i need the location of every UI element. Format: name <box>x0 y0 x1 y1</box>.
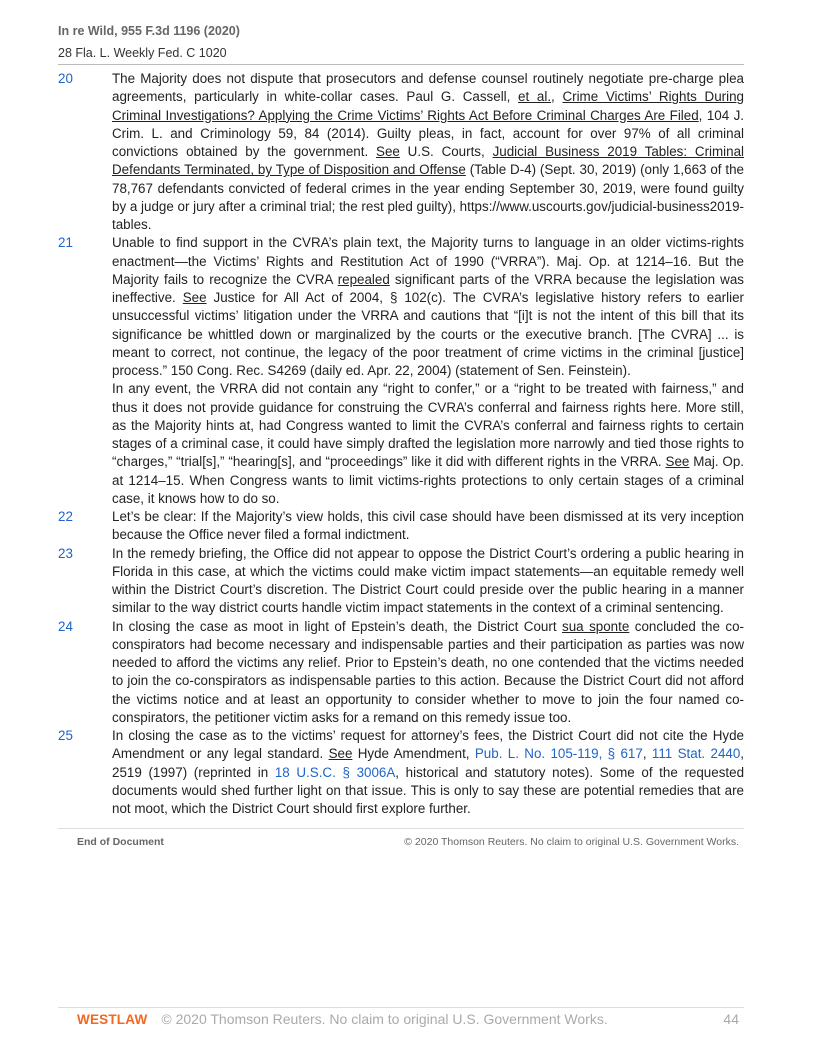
emphasis-repealed: repealed <box>337 271 390 287</box>
end-copyright: © 2020 Thomson Reuters. No claim to original U.S. Government Works. <box>404 836 739 848</box>
report-title: Judicial Business 2019 Tables: Criminal Defendants Terminated, by Type of Disposition and Offense <box>112 144 745 178</box>
footnote-number-link[interactable]: 21 <box>58 235 73 251</box>
footnote-23 <box>58 545 744 618</box>
footnote-number-link[interactable]: 22 <box>58 509 73 524</box>
footnote-body <box>112 618 744 728</box>
text-run: , <box>551 89 563 105</box>
page-number: 44 <box>723 1011 739 1027</box>
westlaw-logo: WESTLAW <box>77 1011 148 1027</box>
text-run: U.S. Courts, <box>399 144 493 159</box>
footnote-number-link[interactable]: 20 <box>58 71 73 86</box>
footnote-paragraph <box>112 618 744 728</box>
footnote-body <box>112 508 744 545</box>
text-run: significant parts of the VRRA because the legislation was ineffective. <box>112 271 744 305</box>
text-run: In closing the case as moot in light of Epstein’s death, the District Court <box>112 618 563 634</box>
text-run: The Majority does not dispute that prosecutors and defense counsel routinely negotiate pre-charge plea agreements, particularly in white-collar cases. Paul G. Cassell, <box>112 71 744 105</box>
end-divider <box>58 828 744 829</box>
signal-et-al: et al. <box>518 89 552 105</box>
footnote-paragraph <box>112 727 744 818</box>
text-run: , 104 J. Crim. L. and Criminology 59, 84 (2014). Guilty pleas, in fact, account for over 97% of all criminal convictions obtained by the government. <box>112 107 744 159</box>
footnote-paragraph <box>112 380 744 508</box>
article-title: Crime Victims’ Rights During Criminal Investigations? Applying the Crime Victims’ Rights Act Before Criminal Charges Are Filed <box>112 89 744 123</box>
footnote-number-link[interactable]: 23 <box>58 545 73 561</box>
text-run: concluded the co-conspirators had become necessary and indispensable parties and their participation as parties was now needed to afford the victims any relief. Prior to Epstein’s death, no one contended that the victims needed to join the co-conspirators as indispensable parties to this action. Because the District Court did not afford the victims notice and at least an opportunity to consider whether to move to join the four named co-conspirators, the petitioner victim asks for a remand on this remedy issue too. <box>112 618 744 725</box>
footnote-body <box>112 234 744 508</box>
footer-divider <box>58 1007 744 1008</box>
footnote-paragraph: In the remedy briefing, the Office did not appear to oppose the District Court’s ordering a public hearing in Florida in this case, at which the victims could make victim impact statements—an equitable remedy well within the District Court’s discretion. The District Court could preside over the public hearing in a manner similar to the way district courts handle victim impact statements in the context of a criminal sentencing. <box>112 545 744 616</box>
page-header <box>58 20 744 65</box>
text-run: , 2519 (1997) (reprinted in <box>112 746 745 780</box>
footnote-paragraph <box>112 234 744 380</box>
end-of-document <box>77 836 739 848</box>
footnote-paragraph <box>112 70 744 234</box>
text-run: (Table D-4) (Sept. 30, 2019) (only 1,663 of the 78,767 defendants convicted of federal crimes in the year ending September 30, 2019, were found guilty by a judge or jury after a criminal trial; the rest pled guilty), https://www.uscourts.gov/judicial-business2019-tables. <box>112 162 744 232</box>
text-run: In closing the case as to the victims’ request for attorney’s fees, the District Court did not cite the Hyde Amendment or any legal standard. <box>112 728 744 762</box>
footnote-body <box>112 727 744 818</box>
signal-see: See <box>182 290 207 305</box>
footnotes <box>58 70 744 818</box>
pub-law-link[interactable]: Pub. L. No. 105-119, § 617 <box>474 746 643 762</box>
signal-see: See <box>376 144 400 159</box>
text-run: In any event, the VRRA did not contain any “right to confer,” or a “right to be treated with fairness,” and thus it does not provide guidance for construing the CVRA’s conferral and fairness rights here. More still, as the Majority hints at, had Congress wanted to limit the CVRA’s conferral and fairness rights to certain stages of a criminal case, it could have simply drafted the legislation more narrowly and tied those rights to “charges,” “trial[s],” “hearing[s], and “proceedings” like it did with different rights in the VRRA. <box>112 381 744 470</box>
stat-link[interactable]: 111 Stat. 2440 <box>651 746 741 762</box>
case-citation-title: In re Wild, 955 F.3d 1196 (2020) <box>58 24 240 38</box>
footnote-body <box>112 70 744 234</box>
footer-copyright: © 2020 Thomson Reuters. No claim to original U.S. Government Works. <box>161 1011 608 1027</box>
latin-term: sua sponte <box>562 618 630 634</box>
footnote-24 <box>58 618 744 728</box>
footnote-20 <box>58 70 744 234</box>
footnote-22 <box>58 508 744 545</box>
end-of-document-label: End of Document <box>77 836 164 848</box>
usc-link[interactable]: 18 U.S.C. § 3006A <box>274 764 396 780</box>
footnote-25 <box>58 727 744 818</box>
text-run: Hyde Amendment, <box>352 746 475 762</box>
text-run: Justice for All Act of 2004, § 102(c). The CVRA’s legislative history refers to earlier unsuccessful victims’ litigation under the VRRA and cautions that “[i]t is not the intent of this bill that its significance be whittled down or marginalized by the courts or the executive branch. [The CVRA] ... is meant to correct, not continue, the legacy of the poor treatment of crime victims in the criminal [justice] process.” 150 Cong. Rec. S4269 (daily ed. Apr. 22, 2004) (statement of Sen. Feinstein). <box>112 290 744 378</box>
text-run: , <box>642 746 652 762</box>
text-run: , historical and statutory notes). Some of the requested documents would shed further light on that issue. This is only to say these are potential remedies that are not moot, which the District Court should first explore further. <box>112 764 745 816</box>
text-run: Unable to find support in the CVRA’s plain text, the Majority turns to language in an older victims-rights enactment—the Victims’ Rights and Restitution Act of 1990 (“VRRA”). Maj. Op. at 1214–16. But the Majority fails to recognize the CVRA <box>112 235 744 287</box>
signal-see: See <box>665 454 690 470</box>
reporter-citation: 28 Fla. L. Weekly Fed. C 1020 <box>58 45 744 65</box>
footnote-number-link[interactable]: 24 <box>58 618 73 634</box>
signal-see: See <box>328 746 353 762</box>
footnote-paragraph: Let’s be clear: If the Majority’s view holds, this civil case should have been dismissed at its very inception because the Office never filed a formal indictment. <box>112 509 744 543</box>
footnote-body <box>112 545 744 618</box>
text-run: Maj. Op. at 1214–15. When Congress wants to limit victims-rights protections to only certain stages of a criminal case, it knows how to do so. <box>112 454 745 506</box>
footnote-number-link[interactable]: 25 <box>58 728 73 743</box>
footnote-21 <box>58 234 744 508</box>
page-footer <box>77 1011 739 1027</box>
